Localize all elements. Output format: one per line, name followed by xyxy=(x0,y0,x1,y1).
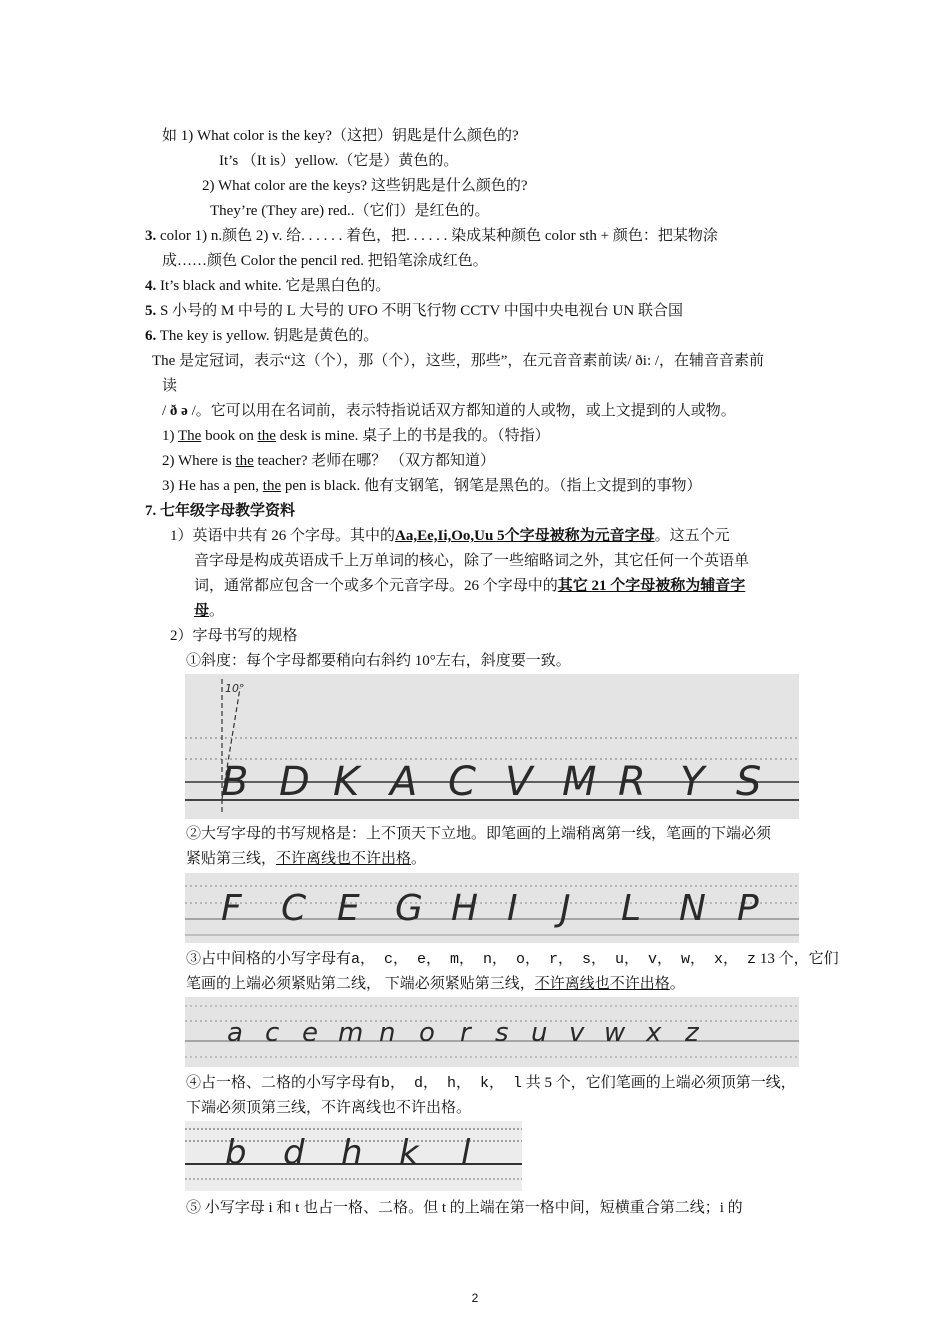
handwritten-letter: w xyxy=(604,1018,626,1048)
uppercase-letters-image xyxy=(185,873,799,943)
text: book on xyxy=(201,428,258,444)
item-3 xyxy=(145,226,718,246)
rule-uppercase: ②大写字母的书写规格是：上不顶天下立地。即笔画的上端稍离第一线，笔画的下端必须 xyxy=(186,826,772,842)
underlined-word: the xyxy=(257,428,276,444)
text: / xyxy=(162,403,170,419)
item-number: 4. xyxy=(145,278,157,294)
underlined-phrase: 不许离线也不许出格 xyxy=(276,851,412,867)
para-1-cont-3 xyxy=(194,601,224,621)
handwritten-letter: F xyxy=(221,888,242,929)
handwritten-letter: H xyxy=(451,888,479,929)
example-answer-1: It’s （It is）yellow.（它是）黄色的。 xyxy=(219,153,459,169)
handwritten-letter: h xyxy=(341,1133,363,1173)
handwritten-letter: B xyxy=(221,759,249,805)
underlined-word: the xyxy=(235,453,254,469)
letter-list: a， c， e， m， n， o， r， s， u， v， w， x， z xyxy=(351,951,757,968)
handwritten-letter: x xyxy=(646,1018,662,1048)
text: ④占一格、二格的小写字母有 xyxy=(186,1075,382,1091)
item-3-cont: 成……颜色 Color the pencil red. 把铅笔涂成红色。 xyxy=(162,253,488,269)
underlined-phrase: 不许离线也不许出格 xyxy=(534,976,670,992)
handwritten-letter: k xyxy=(399,1133,419,1173)
consonant-highlight-end: 母 xyxy=(194,603,210,619)
rule-uppercase-cont xyxy=(186,849,426,869)
handwritten-letter: A xyxy=(390,759,418,805)
rule-slant: ①斜度：每个字母都要稍向右斜约 10°左右，斜度要一致。 xyxy=(186,653,571,669)
para-1-cont-2 xyxy=(194,576,745,596)
text: 紧贴第三线， xyxy=(186,851,277,867)
para-1-cont: 音字母是构成英语成千上万单词的核心，除了一些缩略词之外，其它任何一个英语单 xyxy=(194,553,750,569)
handwritten-letter: M xyxy=(562,759,597,805)
handwritten-letter: m xyxy=(338,1018,364,1048)
item-text: color 1) n.颜色 2) v. 给. . . . . . 着色，把. . . . . . 染成某种颜色 color sth + 颜色：把某物涂 xyxy=(156,228,718,244)
handwritten-letter: R xyxy=(618,759,646,805)
item-5 xyxy=(145,301,683,321)
rule-middle-letters xyxy=(186,949,839,970)
handwritten-letter: a xyxy=(227,1018,243,1048)
handwritten-letter: o xyxy=(419,1018,435,1048)
the-explanation: The 是定冠词，表示“这（个），那（个），这些，那些”，在元音音素前读/ ði: /，在辅音音素前 xyxy=(152,353,765,369)
consonant-highlight: 其它 21 个字母被称为辅音字 xyxy=(557,578,746,594)
text: teacher? 老师在哪？ （双方都知道） xyxy=(253,453,495,469)
handwritten-letter: u xyxy=(531,1018,548,1048)
example-line-1: 如 1) What color is the key?（这把）钥匙是什么颜色的? xyxy=(162,128,519,144)
text: 。这五个元 xyxy=(654,528,730,544)
example-line-2: 2) What color are the keys? 这些钥匙是什么颜色的? xyxy=(202,178,528,194)
example-answer-2: They’re (They are) red..（它们）是红色的。 xyxy=(210,203,490,219)
item-number: 5. xyxy=(145,303,157,319)
handwritten-letter: P xyxy=(737,888,759,929)
the-example-2 xyxy=(162,451,495,471)
text: 。 xyxy=(209,603,225,619)
handwritten-letter: n xyxy=(379,1018,396,1048)
handwritten-letter: D xyxy=(279,759,310,805)
handwritten-letter: s xyxy=(495,1018,509,1048)
text: 。 xyxy=(669,976,685,992)
handwritten-letter: r xyxy=(460,1018,471,1048)
handwritten-letter: d xyxy=(283,1133,305,1173)
the-explanation-cont: 读 xyxy=(162,378,178,394)
text: 共 5 个，它们笔画的上端必须顶第一线， xyxy=(522,1075,796,1091)
slant-letters-image xyxy=(185,674,799,819)
rule-middle-letters-cont xyxy=(186,974,685,994)
middle-letters-image xyxy=(185,997,799,1067)
text: 13 个，它们 xyxy=(756,951,839,967)
item-6 xyxy=(145,326,378,346)
para-1 xyxy=(170,526,730,546)
rule-i-t: ⑤ 小写字母 i 和 t 也占一格、二格。但 t 的上端在第一格中间，短横重合第二线；i 的 xyxy=(186,1200,743,1216)
text: 1）英语中共有 26 个字母。其中的 xyxy=(170,528,396,544)
handwritten-letter: E xyxy=(337,888,360,929)
text: 。 xyxy=(411,851,427,867)
para-2-heading: 2）字母书写的规格 xyxy=(170,628,298,644)
item-number: 6. xyxy=(145,328,157,344)
text: 笔画的上端必须紧贴第二线， 下端必须紧贴第三线， xyxy=(186,976,535,992)
rule-tall-letters xyxy=(186,1073,796,1094)
handwritten-letter: z xyxy=(685,1018,699,1048)
text: /。它可以用在名词前，表示特指说话双方都知道的人或物，或上文提到的人或物。 xyxy=(187,403,736,419)
handwritten-letter: Y xyxy=(680,759,705,805)
text: 1) xyxy=(162,428,178,444)
page-number: 2 xyxy=(471,1291,479,1305)
handwritten-letter: G xyxy=(395,888,423,929)
angle-label: 10° xyxy=(225,682,245,695)
the-example-3 xyxy=(162,476,702,496)
item-text: The key is yellow. 钥匙是黄色的。 xyxy=(156,328,379,344)
text: ③占中间格的小写字母有 xyxy=(186,951,352,967)
handwritten-letter: C xyxy=(281,888,307,929)
phonetic: ð ə xyxy=(169,403,188,419)
tall-letters-image xyxy=(185,1121,522,1191)
handwritten-letter: C xyxy=(448,759,476,805)
handwritten-letter: V xyxy=(505,759,533,805)
handwritten-letter: e xyxy=(302,1018,318,1048)
handwritten-letter: J xyxy=(560,888,571,929)
item-text: It’s black and white. 它是黑白色的。 xyxy=(156,278,391,294)
text: 2) Where is xyxy=(162,453,236,469)
handwritten-letter: v xyxy=(569,1018,585,1048)
text: pen is black. 他有支钢笔，钢笔是黑色的。（指上文提到的事物） xyxy=(281,478,702,494)
item-4 xyxy=(145,276,390,296)
rule-tall-letters-cont: 下端必须顶第三线，不许离线也不许出格。 xyxy=(186,1100,472,1116)
letter-list: b， d， h， k， l xyxy=(381,1075,523,1092)
handwritten-letter: N xyxy=(679,888,706,929)
vowel-highlight: Aa,Ee,Ii,Oo,Uu 5个字母被称为元音字母 xyxy=(395,528,655,544)
text: desk is mine. 桌子上的书是我的。（特指） xyxy=(275,428,550,444)
handwritten-letter: S xyxy=(736,759,762,805)
the-example-1 xyxy=(162,426,550,446)
handwritten-letter: b xyxy=(225,1133,247,1173)
handwritten-letter: l xyxy=(461,1133,471,1173)
handwritten-letter: c xyxy=(265,1018,280,1048)
item-number: 3. xyxy=(145,228,157,244)
section-7-heading: 7. 七年级字母教学资料 xyxy=(145,503,296,519)
item-text: S 小号的 M 中号的 L 大号的 UFO 不明飞行物 CCTV 中国中央电视台 UN 联合国 xyxy=(156,303,683,319)
text: 3) He has a pen, xyxy=(162,478,263,494)
the-explanation-cont-2 xyxy=(162,401,736,421)
underlined-word: the xyxy=(262,478,282,494)
handwritten-letter: I xyxy=(507,888,518,929)
handwritten-letter: K xyxy=(333,759,360,805)
text: 词，通常都应包含一个或多个元音字母。26 个字母中的 xyxy=(194,578,558,594)
handwritten-letter: L xyxy=(621,888,642,929)
underlined-word: The xyxy=(177,428,202,444)
